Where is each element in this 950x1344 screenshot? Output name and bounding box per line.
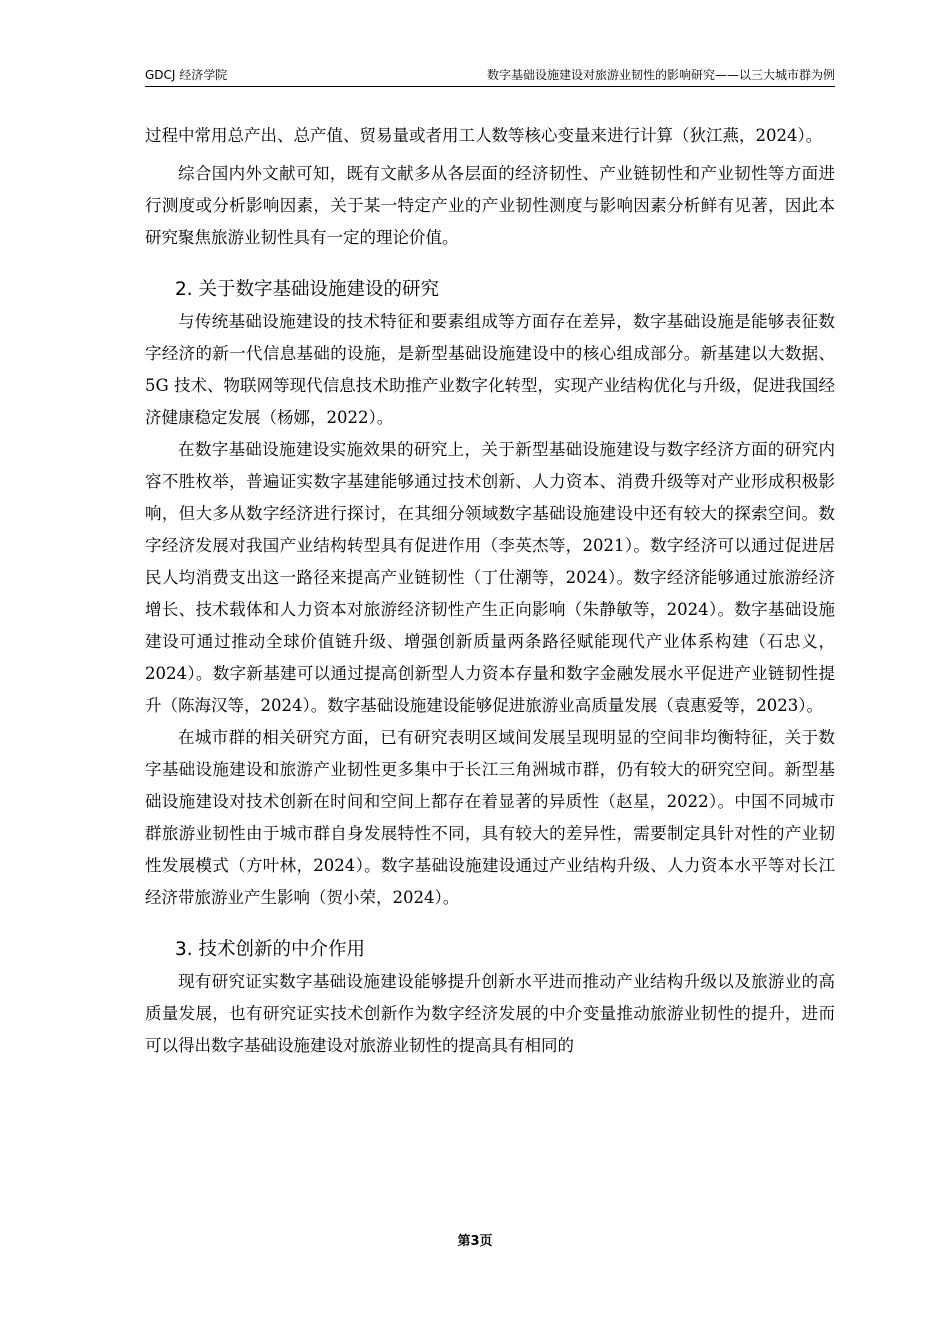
paragraph-summary: 综合国内外文献可知，既有文献多从各层面的经济韧性、产业链韧性和产业韧性等方面进行测度或分析影响因素，关于某一特定产业的产业韧性测度与影响因素分析鲜有见著，因此本研究聚焦旅游业韧性具有一定的理论价值。 [145, 164, 835, 247]
header-school: GDCJ 经济学院 [145, 68, 228, 82]
page-number: 第3页 [457, 1234, 493, 1249]
section-heading-3: 3. 技术创新的中介作用 [175, 939, 366, 960]
paragraph-tech-innovation: 现有研究证实数字基础设施建设能够提升创新水平进而推动产业结构升级以及旅游业的高质量发展，也有研究证实技术创新作为数字经济发展的中介变量推动旅游业韧性的提升，进而可以得出数字基础设施建设对旅游业韧性的提高具有相同的 [145, 972, 835, 1055]
paragraph-digital-infra: 与传统基础设施建设的技术特征和要素组成等方面存在差异，数字基础设施是能够表征数字经济的新一代信息基础的设施，是新型基础设施建设中的核心组成部分。新基建以大数据、5G 技术、物联网等现代信息技术助推产业数字化转型，实现产业结构优化与升级，促进我国经济健康稳定发展（杨娜，2022）。 [145, 312, 835, 427]
header-title: 数字基础设施建设对旅游业韧性的影响研究——以三大城市群为例 [486, 68, 835, 82]
section-heading-2: 2. 关于数字基础设施建设的研究 [175, 279, 440, 300]
page-header [145, 66, 835, 87]
paragraph-city-clusters: 在城市群的相关研究方面，已有研究表明区域间发展呈现明显的空间非均衡特征，关于数字基础设施建设和旅游产业韧性更多集中于长江三角洲城市群，仍有较大的研究空间。新型基础设施建设对技术创新在时间和空间上都存在着显著的异质性（赵星，2022）。中国不同城市群旅游业韧性由于城市群自身发展特性不同，具有较大的差异性，需要制定具针对性的产业韧性发展模式（方叶林，2024）。数字基础设施建设通过产业结构升级、人力资本水平等对长江经济带旅游业产生影响（贺小荣，2024）。 [145, 728, 835, 907]
document-body [145, 120, 835, 1062]
paragraph-continued: 过程中常用总产出、总产值、贸易量或者用工人数等核心变量来进行计算（狄江燕，2024）。 [145, 126, 823, 145]
paragraph-effects: 在数字基础设施建设实施效果的研究上，关于新型基础设施建设与数字经济方面的研究内容不胜枚举，普遍证实数字基建能够通过技术创新、人力资本、消费升级等对产业形成积极影响，但大多从数字经济进行探讨，在其细分领域数字基础设施建设中还有较大的探索空间。数字经济发展对我国产业结构转型具有促进作用（李英杰等，2021）。数字经济可以通过促进居民人均消费支出这一路径来提高产业链韧性（丁仕潮等，2024）。数字经济能够通过旅游经济增长、技术载体和人力资本对旅游经济韧性产生正向影响（朱静敏等，2024）。数字基础设施建设可通过推动全球价值链升级、增强创新质量两条路径赋能现代产业体系构建（石忠义，2024）。数字新基建可以通过提高创新型人力资本存量和数字金融发展水平促进产业链韧性提升（陈海汉等，2024）。数字基础设施建设能够促进旅游业高质量发展（袁惠爱等，2023）。 [145, 440, 835, 715]
